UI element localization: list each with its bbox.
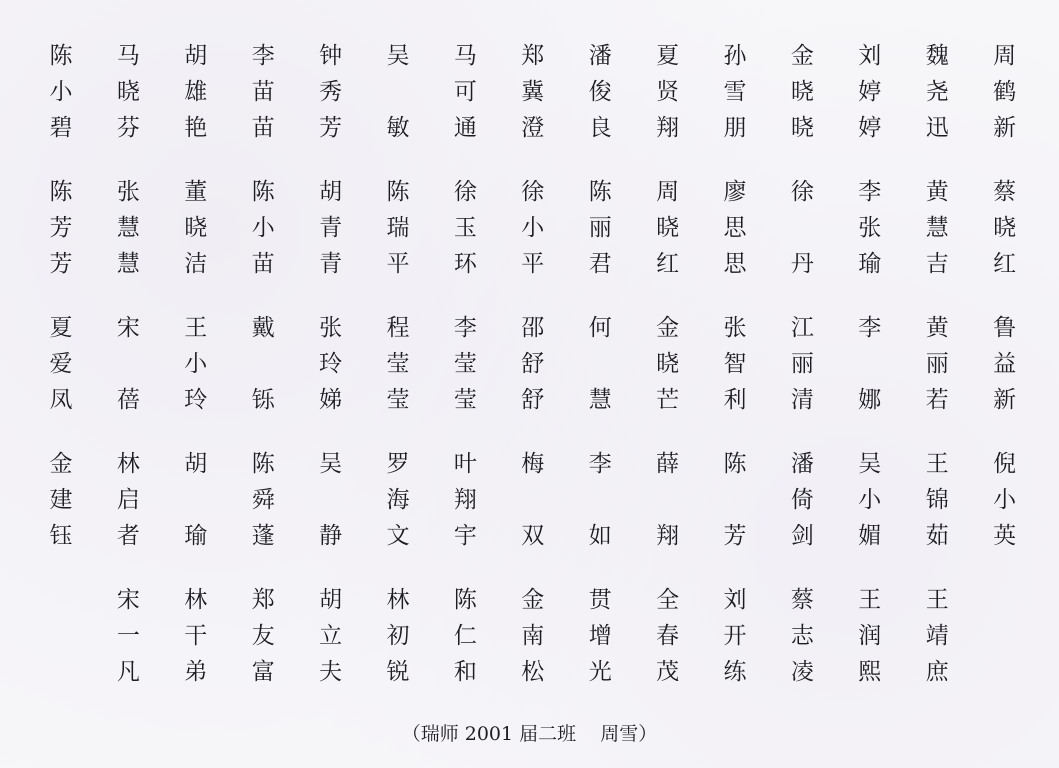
- name-character: 丽: [925, 351, 949, 377]
- name-character: 瑜: [858, 251, 882, 277]
- name-character: 张: [858, 215, 882, 241]
- student-name: [445, 310, 485, 418]
- name-character: 庶: [925, 659, 949, 685]
- name-character: 秀: [319, 79, 343, 105]
- student-name: [648, 582, 688, 690]
- name-character: 平: [521, 251, 545, 277]
- name-character: 全: [656, 587, 680, 613]
- student-name: [378, 446, 418, 554]
- student-name: [445, 582, 485, 690]
- name-character: 芳: [49, 251, 73, 277]
- name-character: 锐: [386, 659, 410, 685]
- student-name: [41, 174, 81, 282]
- name-character: 芳: [723, 523, 747, 549]
- name-character: 翔: [656, 523, 680, 549]
- name-character: 金: [790, 43, 814, 69]
- name-character: 茹: [925, 523, 949, 549]
- name-character: 戴: [251, 315, 275, 341]
- name-character: 王: [184, 315, 208, 341]
- name-character: 廖: [723, 179, 747, 205]
- name-character: 尧: [925, 79, 949, 105]
- name-character: 晓: [656, 351, 680, 377]
- name-character: 晓: [116, 79, 140, 105]
- student-name: [108, 446, 148, 554]
- name-character: 魏: [925, 43, 949, 69]
- name-character: 和: [453, 659, 477, 685]
- student-name: [311, 446, 351, 554]
- name-character: 润: [858, 623, 882, 649]
- name-character: 钰: [49, 523, 73, 549]
- name-character: 林: [386, 587, 410, 613]
- name-character: 洁: [184, 251, 208, 277]
- name-character: 静: [319, 523, 343, 549]
- name-character: 程: [386, 315, 410, 341]
- name-character: 金: [521, 587, 545, 613]
- name-character: 芳: [319, 115, 343, 141]
- name-character: 娜: [858, 387, 882, 413]
- name-character: 环: [453, 251, 477, 277]
- name-character: 叶: [453, 451, 477, 477]
- name-character: 碧: [49, 115, 73, 141]
- student-name: [580, 174, 620, 282]
- name-character: 钟: [319, 43, 343, 69]
- roster-block: [0, 38, 1059, 148]
- student-name: [985, 38, 1025, 146]
- name-character: 晓: [790, 79, 814, 105]
- name-character: 王: [858, 587, 882, 613]
- name-character: 媚: [858, 523, 882, 549]
- name-character: 蓓: [116, 387, 140, 413]
- student-name: [41, 310, 81, 418]
- name-character: 利: [723, 387, 747, 413]
- student-name: [917, 582, 957, 690]
- name-character: 小: [858, 487, 882, 513]
- student-name: [715, 174, 755, 282]
- name-character: 莹: [386, 351, 410, 377]
- student-name: [782, 310, 822, 418]
- name-character: 倪: [993, 451, 1017, 477]
- student-name: [917, 446, 957, 554]
- name-character: 小: [993, 487, 1017, 513]
- student-name: [176, 174, 216, 282]
- name-character: 娣: [319, 387, 343, 413]
- name-character: 熙: [858, 659, 882, 685]
- name-character: 周: [993, 43, 1017, 69]
- name-character: 思: [723, 251, 747, 277]
- name-character: 春: [656, 623, 680, 649]
- name-character: 黄: [925, 179, 949, 205]
- name-character: 慧: [588, 387, 612, 413]
- name-character: 仁: [453, 623, 477, 649]
- name-character: 夫: [319, 659, 343, 685]
- student-name: [715, 582, 755, 690]
- name-character: 舒: [521, 387, 545, 413]
- name-character: 芒: [656, 387, 680, 413]
- name-character: 李: [588, 451, 612, 477]
- name-character: 徐: [521, 179, 545, 205]
- name-character: 舒: [521, 351, 545, 377]
- name-character: 初: [386, 623, 410, 649]
- name-character: 者: [116, 523, 140, 549]
- student-name: [580, 38, 620, 146]
- student-name: [108, 38, 148, 146]
- name-character: 李: [858, 179, 882, 205]
- student-name: [850, 310, 890, 418]
- student-name: [243, 174, 283, 282]
- student-name: [917, 38, 957, 146]
- name-character: 王: [925, 587, 949, 613]
- name-character: 若: [925, 387, 949, 413]
- student-name: [985, 310, 1025, 418]
- name-character: 陈: [49, 43, 73, 69]
- student-name: [108, 310, 148, 418]
- name-character: 玲: [184, 387, 208, 413]
- name-character: 王: [925, 451, 949, 477]
- name-character: 晓: [993, 215, 1017, 241]
- name-character: 金: [656, 315, 680, 341]
- name-character: 瑜: [184, 523, 208, 549]
- name-character: 莹: [386, 387, 410, 413]
- student-name: [243, 582, 283, 690]
- name-character: 吉: [925, 251, 949, 277]
- student-name: [445, 174, 485, 282]
- name-character: 婷: [858, 115, 882, 141]
- name-character: 张: [319, 315, 343, 341]
- name-character: 蓬: [251, 523, 275, 549]
- name-character: 瑞: [386, 215, 410, 241]
- name-character: 新: [993, 387, 1017, 413]
- student-name: [108, 174, 148, 282]
- student-name: [41, 446, 81, 554]
- student-name: [243, 446, 283, 554]
- name-character: 张: [116, 179, 140, 205]
- name-character: 青: [319, 215, 343, 241]
- name-character: 练: [723, 659, 747, 685]
- name-character: 南: [521, 623, 545, 649]
- name-character: 宇: [453, 523, 477, 549]
- name-character: 胡: [184, 43, 208, 69]
- student-name: [378, 38, 418, 146]
- name-character: 莹: [453, 387, 477, 413]
- name-character: 红: [656, 251, 680, 277]
- student-name: [311, 174, 351, 282]
- name-character: 小: [521, 215, 545, 241]
- student-name: [513, 38, 553, 146]
- name-character: 潘: [790, 451, 814, 477]
- student-name: [513, 174, 553, 282]
- name-character: 苗: [251, 79, 275, 105]
- student-name: [108, 582, 148, 690]
- name-character: 鲁: [993, 315, 1017, 341]
- name-character: 吴: [386, 43, 410, 69]
- student-name: [243, 38, 283, 146]
- name-character: 雄: [184, 79, 208, 105]
- student-name: [176, 310, 216, 418]
- student-name: [782, 174, 822, 282]
- student-name: [917, 174, 957, 282]
- name-character: 一: [116, 623, 140, 649]
- name-character: 林: [184, 587, 208, 613]
- name-character: 俊: [588, 79, 612, 105]
- name-character: 宋: [116, 315, 140, 341]
- name-character: 林: [116, 451, 140, 477]
- student-name: [311, 310, 351, 418]
- student-name: [311, 582, 351, 690]
- name-character: 玲: [319, 351, 343, 377]
- name-character: 江: [790, 315, 814, 341]
- name-character: 蔡: [993, 179, 1017, 205]
- name-character: 宋: [116, 587, 140, 613]
- name-character: 苗: [251, 251, 275, 277]
- name-character: 思: [723, 215, 747, 241]
- student-name: [445, 38, 485, 146]
- student-name: [580, 310, 620, 418]
- name-character: 金: [49, 451, 73, 477]
- roster-block: [0, 446, 1059, 556]
- name-character: 锦: [925, 487, 949, 513]
- student-name: [378, 582, 418, 690]
- name-character: 丹: [790, 251, 814, 277]
- name-character: 李: [453, 315, 477, 341]
- roster-block: [0, 174, 1059, 284]
- student-name: [782, 446, 822, 554]
- name-character: 晓: [790, 115, 814, 141]
- name-character: 君: [588, 251, 612, 277]
- name-character: 松: [521, 659, 545, 685]
- name-character: 平: [386, 251, 410, 277]
- name-character: 迅: [925, 115, 949, 141]
- student-name: [850, 446, 890, 554]
- name-character: 胡: [184, 451, 208, 477]
- name-character: 张: [723, 315, 747, 341]
- name-character: 徐: [790, 179, 814, 205]
- name-character: 凌: [790, 659, 814, 685]
- name-character: 李: [251, 43, 275, 69]
- name-character: 建: [49, 487, 73, 513]
- name-character: 陈: [723, 451, 747, 477]
- name-character: 陈: [386, 179, 410, 205]
- student-name: [176, 446, 216, 554]
- name-character: 增: [588, 623, 612, 649]
- name-character: 慧: [925, 215, 949, 241]
- student-name: [715, 38, 755, 146]
- name-character: 刘: [858, 43, 882, 69]
- name-character: 智: [723, 351, 747, 377]
- student-name: [513, 446, 553, 554]
- name-character: 芳: [49, 215, 73, 241]
- name-character: 孙: [723, 43, 747, 69]
- name-character: 陈: [251, 451, 275, 477]
- name-character: 马: [116, 43, 140, 69]
- student-name: [445, 446, 485, 554]
- name-character: 英: [993, 523, 1017, 549]
- name-character: 莹: [453, 351, 477, 377]
- name-character: 李: [858, 315, 882, 341]
- roster-block: [0, 582, 1059, 692]
- name-character: 苗: [251, 115, 275, 141]
- student-name: [378, 310, 418, 418]
- student-name: [311, 38, 351, 146]
- name-character: 陈: [251, 179, 275, 205]
- name-character: 晓: [184, 215, 208, 241]
- name-character: 陈: [453, 587, 477, 613]
- name-character: 文: [386, 523, 410, 549]
- name-character: 小: [184, 351, 208, 377]
- student-name: [715, 446, 755, 554]
- student-name: [648, 38, 688, 146]
- name-character: 艳: [184, 115, 208, 141]
- name-character: 良: [588, 115, 612, 141]
- name-character: 铄: [251, 387, 275, 413]
- name-character: 芬: [116, 115, 140, 141]
- name-character: 陈: [49, 179, 73, 205]
- name-character: 胡: [319, 179, 343, 205]
- student-name: [985, 174, 1025, 282]
- name-character: 如: [588, 523, 612, 549]
- name-character: 吴: [319, 451, 343, 477]
- student-name: [850, 38, 890, 146]
- name-character: 董: [184, 179, 208, 205]
- name-character: 薛: [656, 451, 680, 477]
- student-name: [580, 446, 620, 554]
- name-character: 慧: [116, 215, 140, 241]
- name-character: 立: [319, 623, 343, 649]
- name-character: 光: [588, 659, 612, 685]
- name-character: 凡: [116, 659, 140, 685]
- student-name: [176, 582, 216, 690]
- student-name: [715, 310, 755, 418]
- student-name: [648, 446, 688, 554]
- name-character: 清: [790, 387, 814, 413]
- name-character: 富: [251, 659, 275, 685]
- student-name: [513, 582, 553, 690]
- name-character: 贤: [656, 79, 680, 105]
- name-character: 青: [319, 251, 343, 277]
- name-character: 舜: [251, 487, 275, 513]
- name-character: 小: [49, 79, 73, 105]
- name-character: 海: [386, 487, 410, 513]
- name-character: 郑: [521, 43, 545, 69]
- name-character: 胡: [319, 587, 343, 613]
- name-character: 夏: [49, 315, 73, 341]
- name-character: 马: [453, 43, 477, 69]
- name-character: 小: [251, 215, 275, 241]
- student-name: [513, 310, 553, 418]
- name-character: 启: [116, 487, 140, 513]
- student-name: [41, 38, 81, 146]
- name-character: 翔: [453, 487, 477, 513]
- name-character: 干: [184, 623, 208, 649]
- name-character: 郑: [251, 587, 275, 613]
- name-character: 蔡: [790, 587, 814, 613]
- student-name: [580, 582, 620, 690]
- name-character: 邵: [521, 315, 545, 341]
- name-character: 鹤: [993, 79, 1017, 105]
- name-character: 丽: [588, 215, 612, 241]
- name-character: 罗: [386, 451, 410, 477]
- name-character: 玉: [453, 215, 477, 241]
- student-name: [850, 582, 890, 690]
- name-character: 周: [656, 179, 680, 205]
- name-character: 潘: [588, 43, 612, 69]
- name-character: 开: [723, 623, 747, 649]
- name-character: 弟: [184, 659, 208, 685]
- name-character: 凤: [49, 387, 73, 413]
- name-character: 可: [453, 79, 477, 105]
- name-character: 晓: [656, 215, 680, 241]
- name-character: 吴: [858, 451, 882, 477]
- student-name: [243, 310, 283, 418]
- student-name: [985, 446, 1025, 554]
- name-character: 婷: [858, 79, 882, 105]
- name-character: 贯: [588, 587, 612, 613]
- name-character: 雪: [723, 79, 747, 105]
- name-character: 刘: [723, 587, 747, 613]
- name-character: 陈: [588, 179, 612, 205]
- name-character: 新: [993, 115, 1017, 141]
- name-character: 爱: [49, 351, 73, 377]
- name-character: 黄: [925, 315, 949, 341]
- name-character: 梅: [521, 451, 545, 477]
- student-name: [917, 310, 957, 418]
- name-character: 益: [993, 351, 1017, 377]
- name-character: 徐: [453, 179, 477, 205]
- name-character: 倚: [790, 487, 814, 513]
- student-name: [648, 174, 688, 282]
- name-character: 夏: [656, 43, 680, 69]
- name-character: 通: [453, 115, 477, 141]
- name-character: 澄: [521, 115, 545, 141]
- name-character: 朋: [723, 115, 747, 141]
- student-name: [378, 174, 418, 282]
- name-character: 何: [588, 315, 612, 341]
- name-character: 红: [993, 251, 1017, 277]
- student-name: [41, 582, 81, 690]
- name-character: 冀: [521, 79, 545, 105]
- caption: （瑞师 2001 届二班 周雪）: [401, 723, 658, 745]
- name-character: 靖: [925, 623, 949, 649]
- roster-block: [0, 310, 1059, 420]
- name-character: 友: [251, 623, 275, 649]
- student-name: [176, 38, 216, 146]
- name-character: 敏: [386, 115, 410, 141]
- name-character: 丽: [790, 351, 814, 377]
- name-character: 双: [521, 523, 545, 549]
- student-name: [850, 174, 890, 282]
- student-name: [782, 582, 822, 690]
- name-character: 志: [790, 623, 814, 649]
- student-name: [648, 310, 688, 418]
- student-name: [985, 582, 1025, 690]
- name-character: 慧: [116, 251, 140, 277]
- name-character: 剑: [790, 523, 814, 549]
- student-name: [782, 38, 822, 146]
- name-character: 茂: [656, 659, 680, 685]
- name-character: 翔: [656, 115, 680, 141]
